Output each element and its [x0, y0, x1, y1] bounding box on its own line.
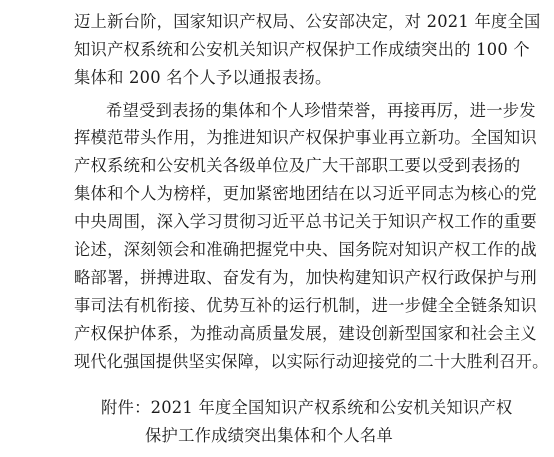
text-line: 集体和个人为榜样，更加紧密地团结在以习近平同志为核心的党: [74, 184, 537, 203]
text-line: 迈上新台阶，国家知识产权局、公安部决定，对 2021 年度全国: [74, 12, 541, 31]
text-line: 事司法有机衔接、优势互补的运行机制，进一步健全全链条知识: [74, 296, 537, 315]
text-line: 挥模范带头作用，为推进知识产权保护事业再立新功。全国知识: [74, 128, 537, 147]
text-line: 产权保护体系，为推动高质量发展，建设创新型国家和社会主义: [74, 324, 537, 343]
text-line: 现代化强国提供坚实保障，以实际行动迎接党的二十大胜利召开。: [74, 352, 549, 371]
text-line: 集体和 200 名个人予以通报表扬。: [74, 68, 332, 87]
text-line: 略部署，拼搏进取、奋发有为，加快构建知识产权行政保护与刑: [74, 268, 537, 287]
text-line: 中央周围，深入学习贯彻习近平总书记关于知识产权工作的重要: [74, 212, 537, 231]
text-line: 论述，深刻领会和准确把握党中央、国务院对知识产权工作的战: [74, 240, 537, 259]
attachment-title-line: 附件：2021 年度全国知识产权系统和公安机关知识产权: [101, 398, 513, 417]
text-line: 产权系统和公安机关各级单位及广大干部职工要以受到表扬的: [74, 156, 521, 175]
attachment-title-line: 保护工作成绩突出集体和个人名单: [145, 426, 393, 445]
text-line: 希望受到表扬的集体和个人珍惜荣誉，再接再厉，进一步发: [106, 101, 536, 120]
text-line: 知识产权系统和公安机关知识产权保护工作成绩突出的 100 个: [74, 40, 530, 59]
